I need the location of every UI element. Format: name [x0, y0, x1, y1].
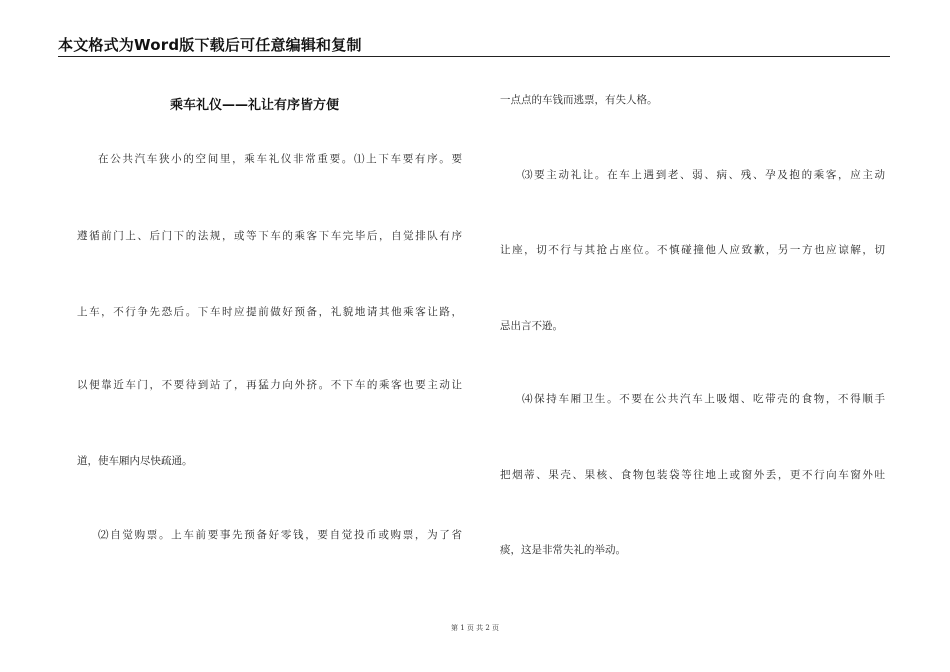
right-column-line: 忌出言不逊。: [500, 320, 563, 332]
left-column-line: 道，使车厢内尽快疏通。: [77, 455, 193, 467]
left-column-line: 以便靠近车门，不要待到站了，再猛力向外挤。不下车的乘客也要主动让: [77, 379, 462, 391]
header-banner: 本文格式为Word版下载后可任意编辑和复制: [58, 36, 362, 54]
left-column-line: 遵循前门上、后门下的法规，或等下车的乘客下车完毕后，自觉排队有序: [77, 230, 462, 242]
document-title: 乘车礼仪——礼让有序皆方便: [170, 98, 340, 113]
right-column-line: 把烟蒂、果壳、果核、食物包装袋等往地上或窗外丢，更不行向车窗外吐: [500, 469, 885, 481]
right-column-line: ⑶要主动礼让。在车上遇到老、弱、病、残、孕及抱的乘客，应主动: [522, 169, 885, 181]
right-column-line: 让座，切不行与其抢占座位。不慎碰撞他人应致歉，另一方也应谅解，切: [500, 244, 885, 256]
right-column-line: 痰，这是非常失礼的举动。: [500, 544, 626, 556]
right-column-line: ⑷保持车厢卫生。不要在公共汽车上吸烟、吃带壳的食物，不得顺手: [522, 393, 885, 405]
left-column-line: ⑵自觉购票。上车前要事先预备好零钱，要自觉投币或购票，为了省: [98, 529, 462, 541]
left-column-line: 在公共汽车狭小的空间里，乘车礼仪非常重要。⑴上下车要有序。要: [98, 153, 462, 165]
header-divider: [58, 56, 890, 57]
left-column-line: 上车，不行争先恐后。下车时应提前做好预备，礼貌地请其他乘客让路，: [77, 306, 462, 318]
right-column-line: 一点点的车钱而逃票，有失人格。: [500, 94, 658, 106]
page-number: 第 1 页 共 2 页: [450, 624, 500, 632]
